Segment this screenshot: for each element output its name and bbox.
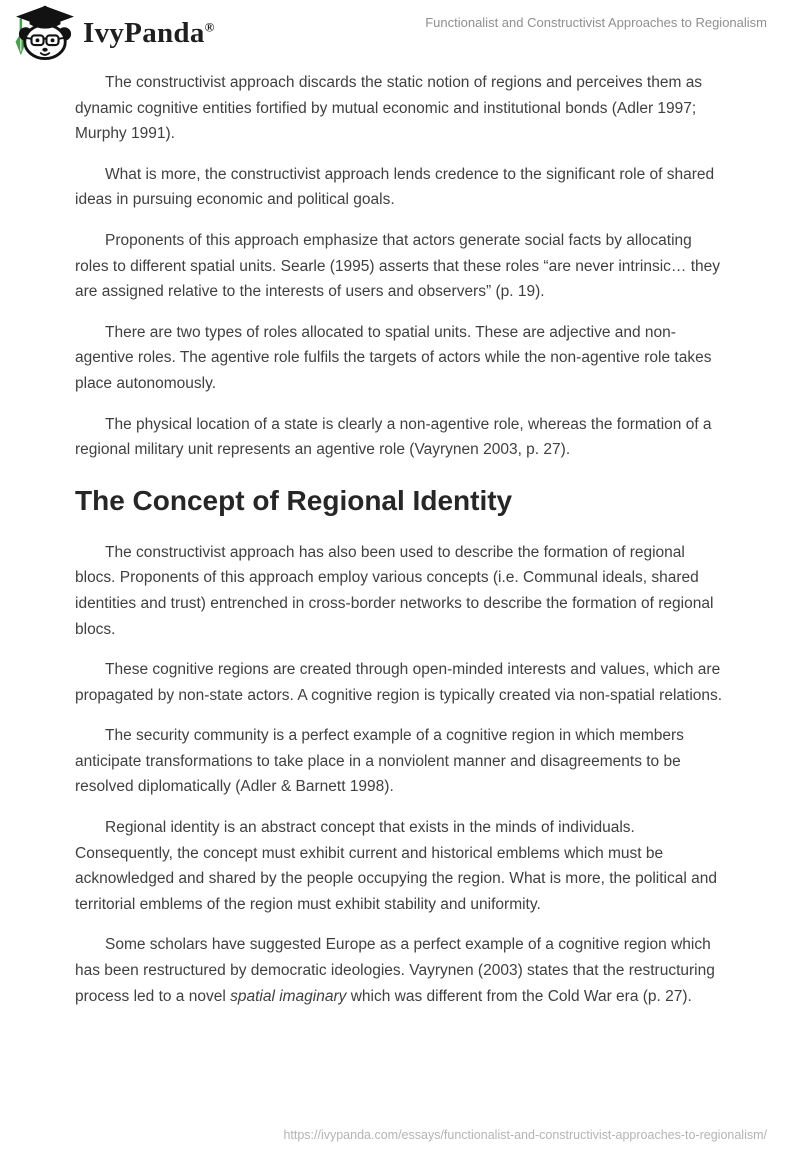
italic-term: spatial imaginary — [230, 987, 347, 1005]
brand — [13, 5, 215, 61]
ivypanda-panda-logo-icon — [13, 5, 77, 61]
paragraph: What is more, the constructivist approach lends credence to the significant role of shared ideas in pursuing economic and political goals. — [75, 165, 715, 209]
paragraph: Regional identity is an abstract concept that exists in the minds of individuals. Consequently, the concept must exhibit current and historical emblems which must be acknowledged and shared by the people occupying the region. What is more, the political and territorial emblems of the region must exhibit stability and uniformity. — [75, 819, 717, 913]
registered-trademark-symbol: ® — [204, 18, 215, 34]
paragraph: The constructivist approach has also been used to describe the formation of regional blocs. Proponents of this approach employ various concepts (i.e. Communal ideals, shared identities and trust) entrenched in cross-border networks to describe the formation of regional blocs. — [75, 543, 714, 638]
page-header — [0, 0, 800, 64]
essay-content — [75, 70, 723, 1024]
source-url[interactable]: https://ivypanda.com/essays/functionalist-and-constructivist-approaches-to-regionalism/ — [283, 1128, 767, 1142]
paragraph-text: Some scholars have suggested Europe as a perfect example of a cognitive region which has been restructured by democratic ideologies. Vayrynen (2003) states that the restructuring process led to a novel — [75, 936, 715, 1005]
paragraph: There are two types of roles allocated to spatial units. These are adjective and non-agentive roles. The agentive role fulfils the targets of actors while the non-agentive role takes place autonomously. — [75, 323, 712, 392]
paragraph-text: which was different from the Cold War era (p. 27). — [346, 987, 692, 1005]
brand-name — [83, 17, 215, 50]
section-heading: The Concept of Regional Identity — [75, 484, 513, 516]
paragraph: These cognitive regions are created through open-minded interests and values, which are propagated by non-state actors. A cognitive region is typically created via non-spatial relations. — [75, 661, 723, 704]
paragraph: The physical location of a state is clearly a non-agentive role, whereas the formation of a regional military unit represents an agentive role (Vayrynen 2003, p. 27). — [75, 415, 712, 459]
document-title: Functionalist and Constructivist Approaches to Regionalism — [425, 15, 767, 30]
brand-name-text: IvyPanda — [83, 16, 205, 49]
paragraph: The constructivist approach discards the static notion of regions and perceives them as dynamic cognitive entities fortified by mutual economic and institutional bonds (Adler 1997; Murphy 1991). — [75, 74, 703, 143]
paragraph: The security community is a perfect example of a cognitive region in which members anticipate transformations to take place in a nonviolent manner and disagreements to be resolved diplomatically (Adler & Barnett 1998). — [75, 727, 684, 796]
paragraph — [75, 932, 723, 1009]
paragraph: Proponents of this approach emphasize that actors generate social facts by allocating roles to different spatial units. Searle (1995) asserts that these roles “are never intrinsic… they are assigned relative to the interests of users and observers” (p. 19). — [75, 231, 720, 301]
